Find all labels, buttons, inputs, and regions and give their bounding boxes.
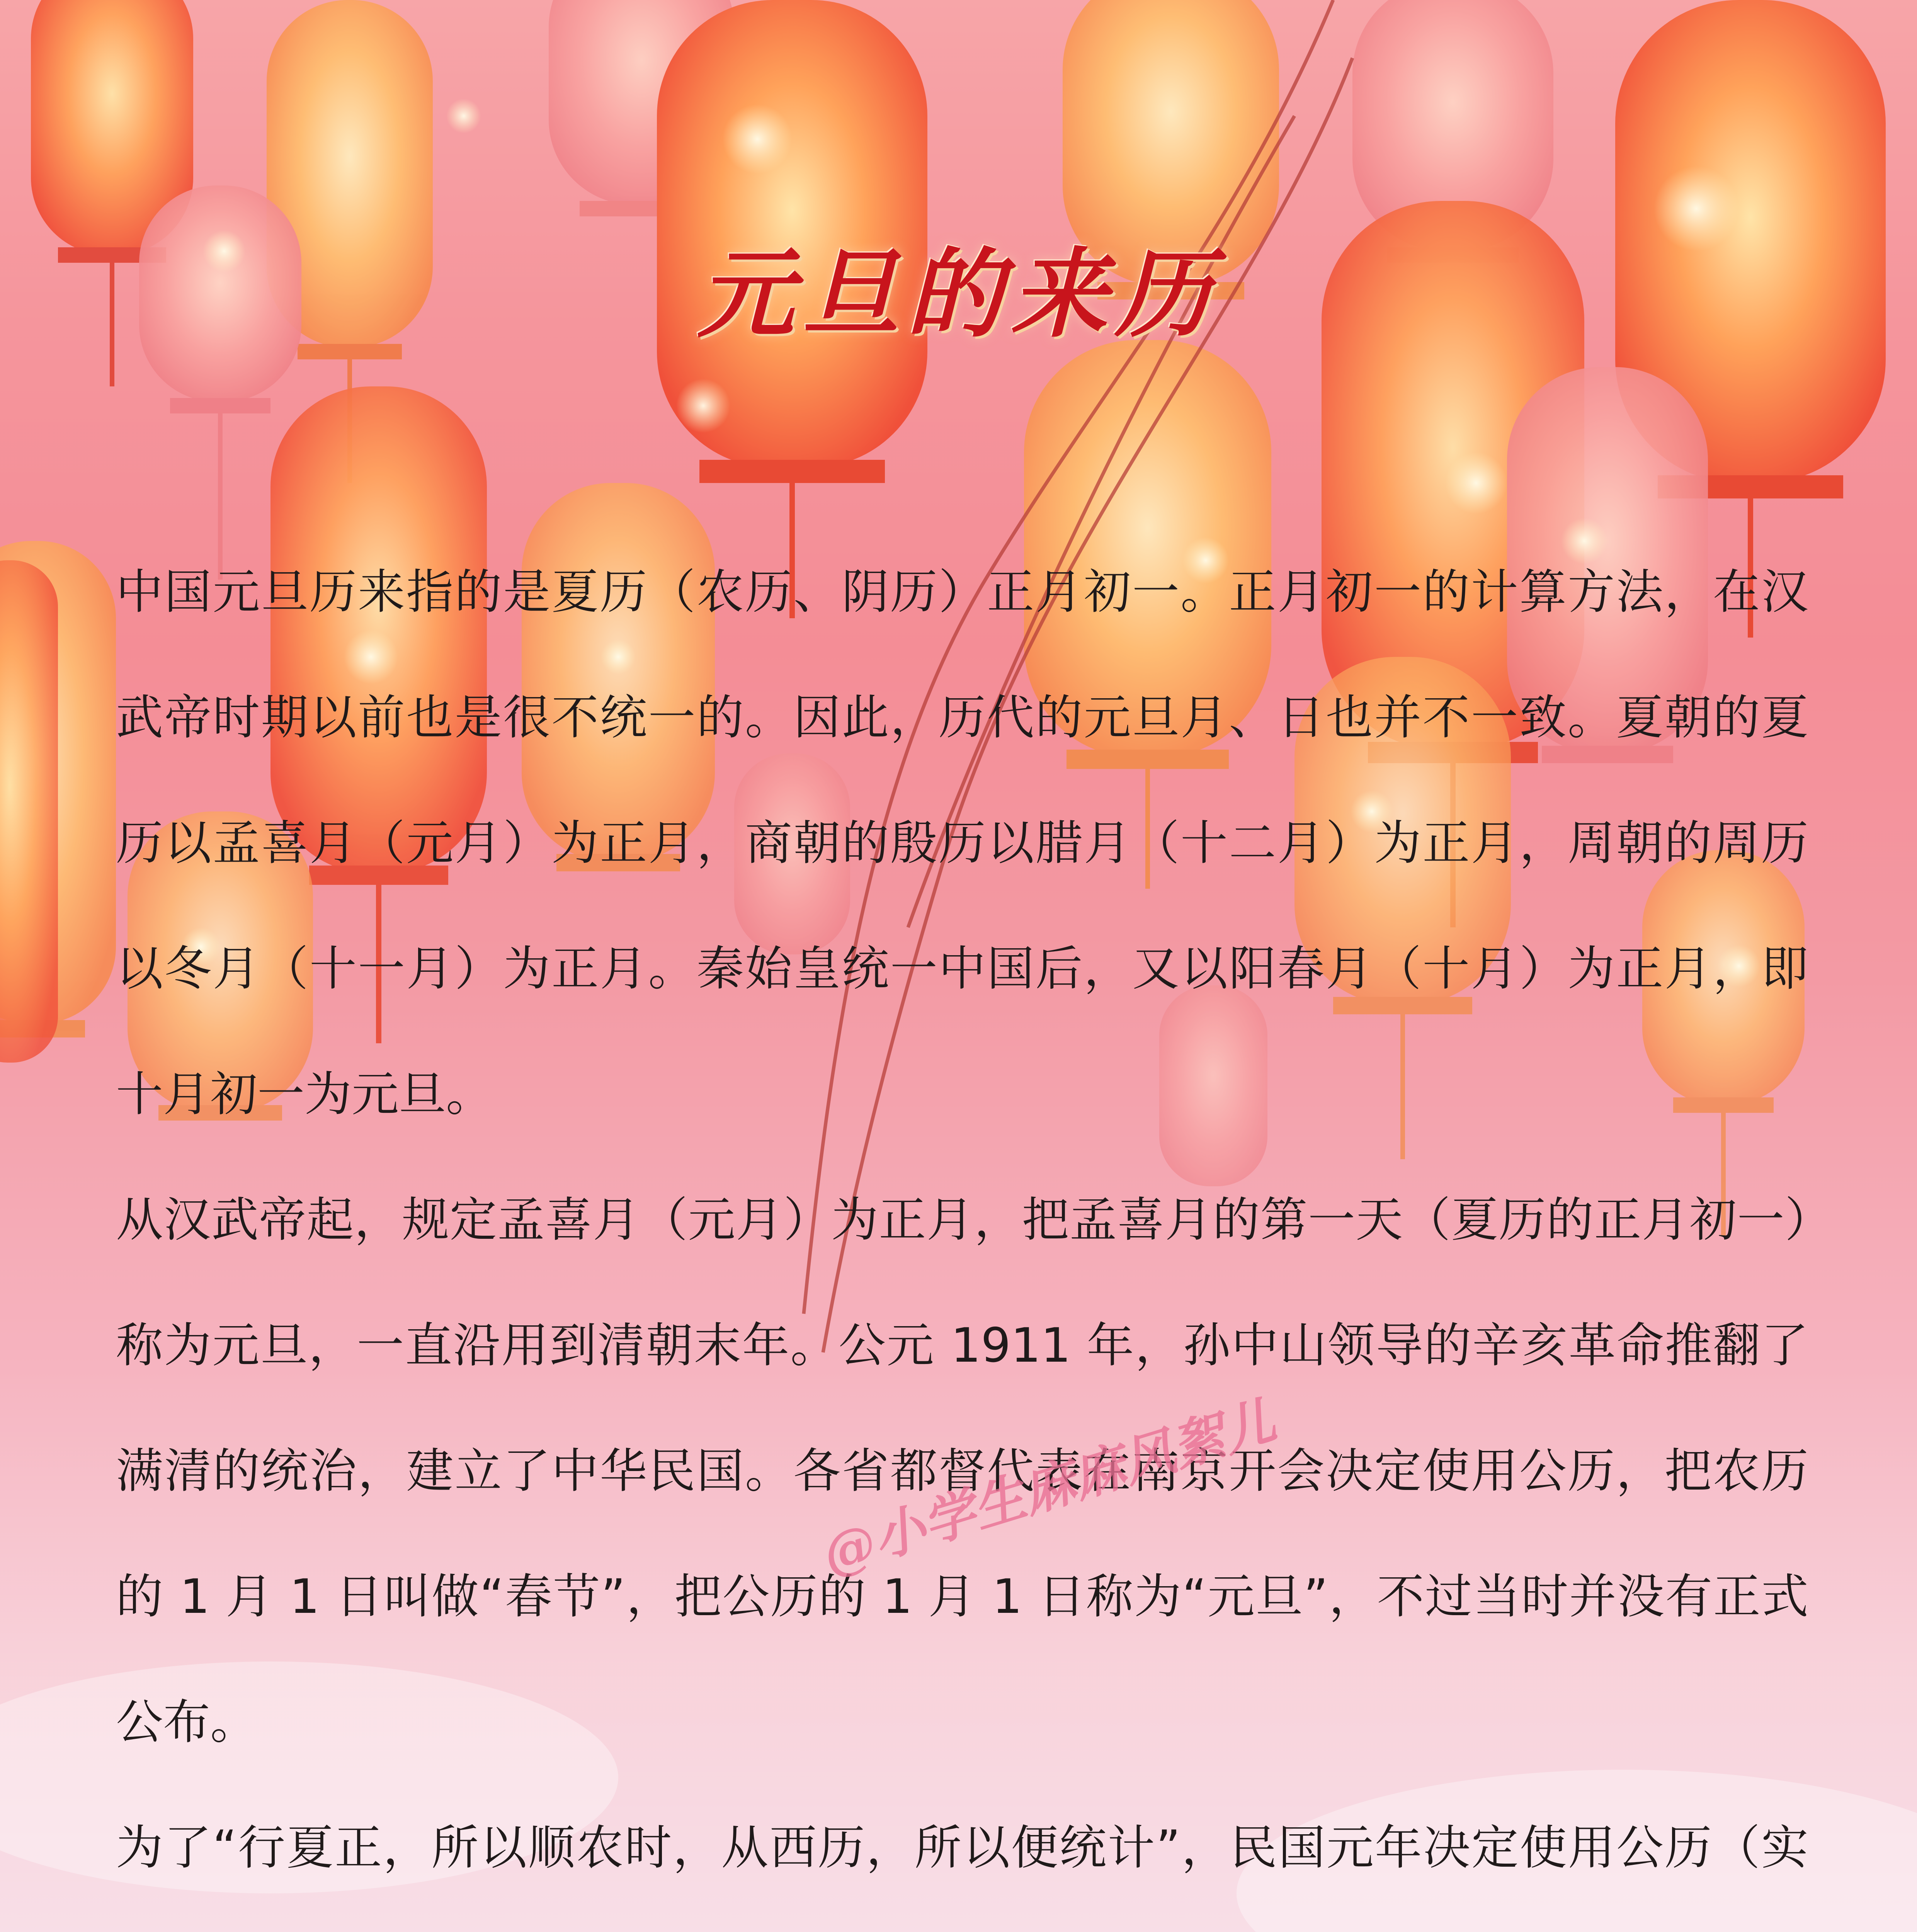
article-body	[116, 529, 1808, 1932]
paragraph: 从汉武帝起，规定孟喜月（元月）为正月，把孟喜月的第一天（夏历的正月初一）称为元旦，一直沿用到清朝末年。公元 1911 年，孙中山领导的辛亥革命推翻了满清的统治，建立了中华民国。各省都督代表在南京开会决定使用公历，把农历的 1 月 1 日叫做“春节”，把公历的 1 月 1 日称为“元旦”，不过当时并没有正式公布。	[116, 1192, 1808, 1750]
paragraph: 中国元旦历来指的是夏历（农历、阴历）正月初一。正月初一的计算方法，在汉武帝时期以前也是很不统一的。因此，历代的元旦月、日也并不一致。夏朝的夏历以孟喜月（元月）为正月，商朝的殷历以腊月（十二月）为正月，周朝的周历以冬月（十一月）为正月。秦始皇统一中国后，又以阳春月（十月）为正月，即十月初一为元旦。	[116, 565, 1808, 1122]
lantern	[0, 560, 58, 1063]
watermark: @小学生麻麻风絮儿	[815, 1389, 1283, 1586]
page-title: 元旦的来历	[697, 237, 1220, 350]
paragraph: 为了“行夏正，所以顺农时，从西历，所以便统计”，民国元年决定使用公历（实	[116, 1820, 1808, 1875]
